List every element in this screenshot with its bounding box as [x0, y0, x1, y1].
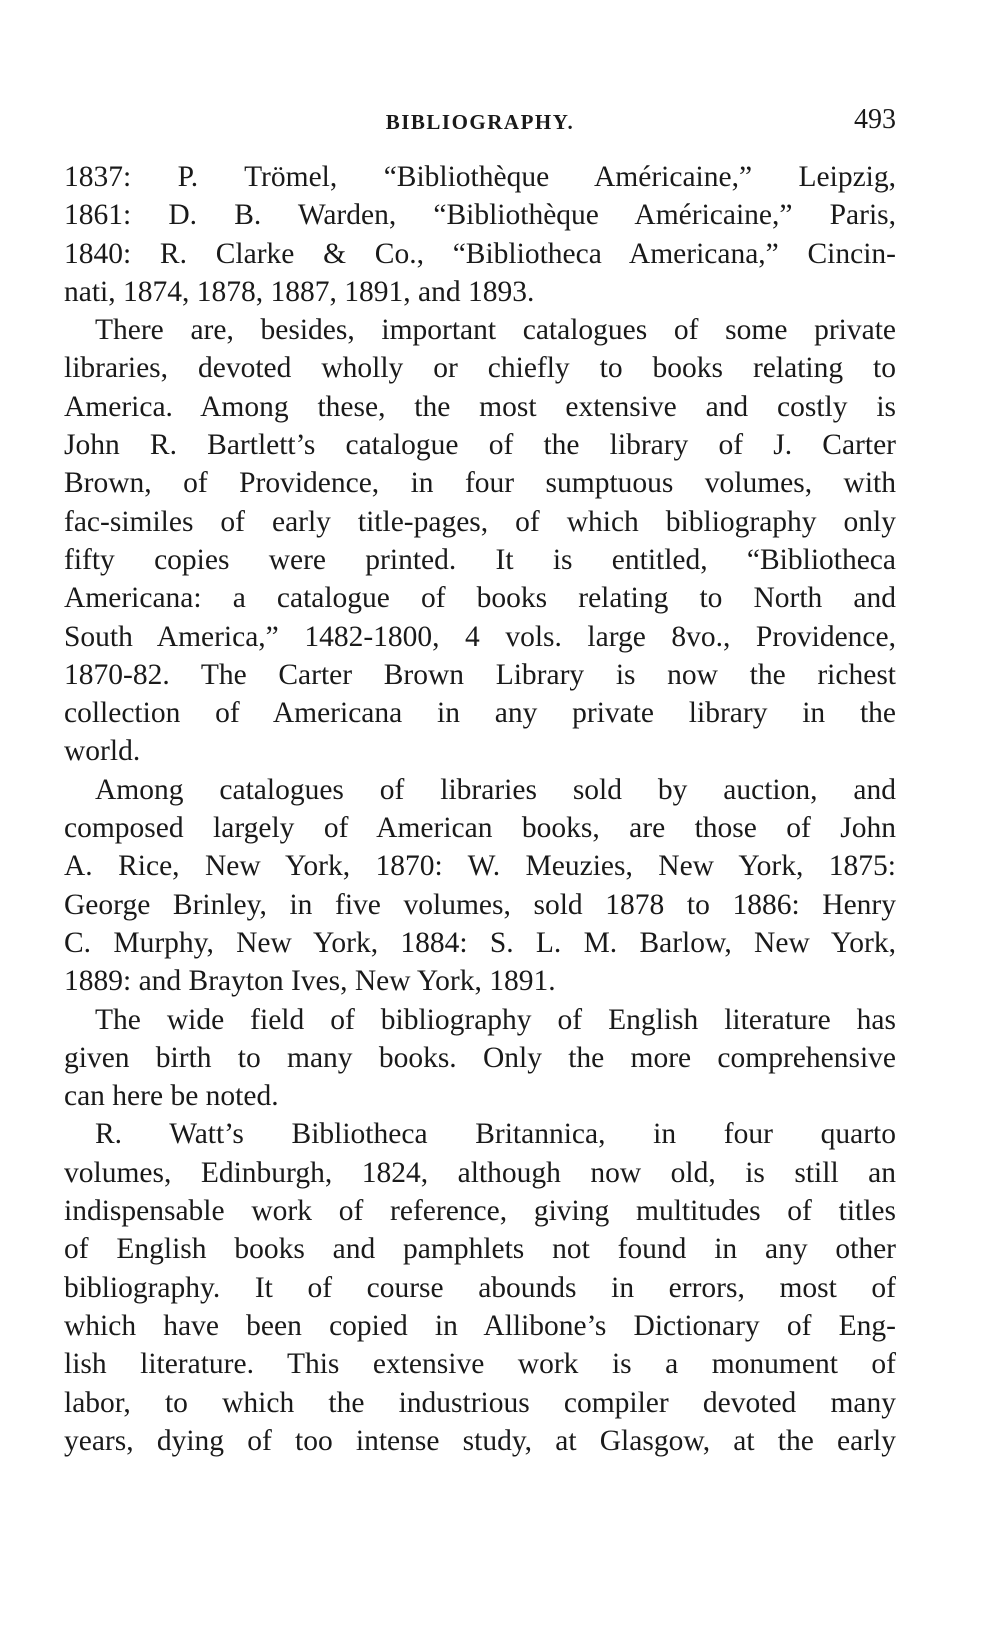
text-line: given birth to many books. Only the more comprehensive: [64, 1041, 896, 1074]
text-line: libraries, devoted wholly or chiefly to books relating to: [64, 352, 896, 385]
text-line: George Brinley, in five volumes, sold 1878 to 1886: Henry: [64, 888, 896, 921]
text-line: A. Rice, New York, 1870: W. Meuzies, New York, 1875:: [64, 850, 896, 883]
paragraph-3: [64, 771, 896, 1001]
running-head: [64, 104, 896, 140]
text-line: which have been copied in Allibone’s Dictionary of Eng-: [64, 1309, 896, 1342]
text-line: R. Watt’s Bibliotheca Britannica, in four quarto: [95, 1118, 896, 1151]
page-number: 493: [854, 104, 896, 135]
text-line: of English books and pamphlets not found in any other: [64, 1233, 896, 1266]
text-line: The wide field of bibliography of English literature has: [95, 1003, 896, 1036]
text-line: nati, 1874, 1878, 1887, 1891, and 1893.: [64, 275, 535, 308]
text-line: composed largely of American books, are those of John: [64, 812, 896, 845]
text-line: 1840: R. Clarke & Co., “Bibliotheca Americana,” Cincin-: [64, 237, 896, 270]
text-line: South America,” 1482-1800, 4 vols. large 8vo., Providence,: [64, 620, 896, 653]
paragraph-5: [64, 1115, 896, 1460]
text-line: indispensable work of reference, giving multitudes of titles: [64, 1195, 896, 1228]
paragraph-4: [64, 1001, 896, 1116]
text-line: C. Murphy, New York, 1884: S. L. M. Barlow, New York,: [64, 926, 896, 959]
body-text: [64, 158, 896, 1460]
text-line: bibliography. It of course abounds in errors, most of: [64, 1271, 896, 1304]
text-line: lish literature. This extensive work is a monument of: [64, 1348, 896, 1381]
text-line: can here be noted.: [64, 1080, 279, 1113]
text-line: 1837: P. Trömel, “Bibliothèque Américaine,” Leipzig,: [64, 161, 896, 193]
text-line: world.: [64, 735, 141, 768]
text-line: volumes, Edinburgh, 1824, although now old, is still an: [64, 1156, 896, 1189]
text-line: There are, besides, important catalogues of some private: [95, 314, 896, 347]
text-line: John R. Bartlett’s catalogue of the library of J. Carter: [64, 429, 896, 462]
text-line: America. Among these, the most extensive and costly is: [64, 390, 896, 423]
running-title: BIBLIOGRAPHY.: [385, 110, 575, 134]
text-line: fac-similes of early title-pages, of which bibliography only: [64, 505, 896, 538]
paragraph-2: [64, 311, 896, 771]
text-line: Among catalogues of libraries sold by auction, and: [95, 773, 896, 806]
text-line: 1889: and Brayton Ives, New York, 1891.: [64, 965, 556, 998]
text-line: collection of Americana in any private library in the: [64, 697, 896, 730]
text-line: Brown, of Providence, in four sumptuous volumes, with: [64, 467, 896, 500]
text-line: years, dying of too intense study, at Glasgow, at the early: [64, 1424, 896, 1457]
text-line: 1861: D. B. Warden, “Bibliothèque Américaine,” Paris,: [64, 199, 896, 232]
text-line: labor, to which the industrious compiler devoted many: [64, 1386, 896, 1419]
text-line: 1870-82. The Carter Brown Library is now the richest: [64, 658, 896, 691]
text-line: Americana: a catalogue of books relating to North and: [64, 582, 896, 615]
text-line: fifty copies were printed. It is entitled, “Bibliotheca: [64, 543, 896, 576]
paragraph-1: [64, 158, 896, 311]
